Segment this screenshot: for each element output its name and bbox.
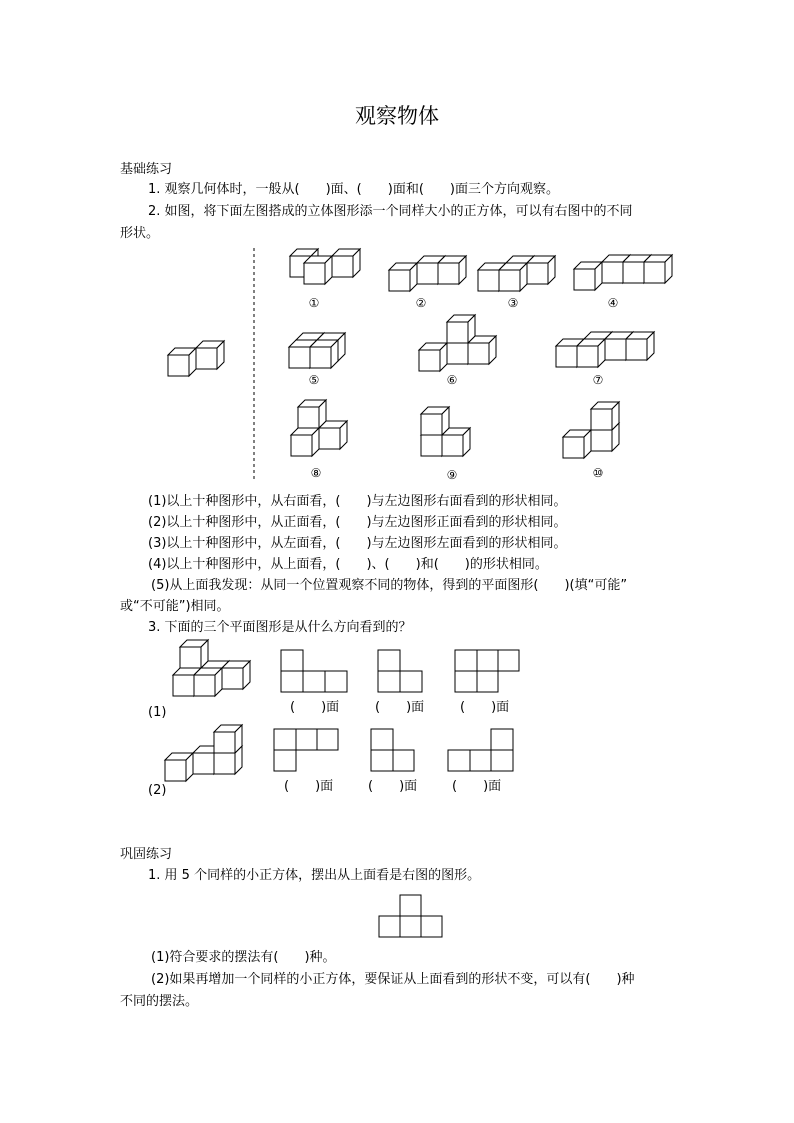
cube-front-face [623, 262, 644, 283]
option-figure-6 [419, 315, 496, 371]
figure-label-9: ⑨ [446, 468, 458, 482]
option-figure-1 [290, 249, 360, 284]
q3-row2-blank-1: ( )面 [284, 779, 334, 794]
q3-row1-view-a [281, 650, 347, 692]
section-heading-consolidate: 巩固练习 [120, 847, 173, 862]
q3-solid-figure-2 [165, 725, 242, 781]
question-2-sub3: (3)以上十种图形中，从左面看，( )与左边图形左面看到的形状相同。 [148, 536, 567, 551]
figure-label-2: ② [415, 296, 427, 310]
figure-label-5: ⑤ [308, 373, 320, 387]
cube-front-face [173, 675, 194, 696]
cube-front-face [644, 262, 665, 283]
cube-front-face [194, 675, 215, 696]
q3-row1-blank-1: ( )面 [290, 700, 340, 715]
cube-front-face [591, 430, 612, 451]
cube-front-face [417, 263, 438, 284]
figure-label-4: ④ [607, 296, 619, 310]
cube-front-face [478, 270, 499, 291]
q3-row2-view-b [371, 729, 414, 771]
question-2-sub5-line2: 或“不可能”)相同。 [120, 599, 230, 614]
question-2-line1: 2. 如图，将下面左图搭成的立体图形添一个同样大小的正方体，可以有右图中的不同 [148, 204, 633, 219]
question-2-sub5-line1: (5)从上面我发现：从同一个位置观察不同的物体，得到的平面图形( )(填“可能” [151, 578, 628, 593]
question-2-sub4: (4)以上十种图形中，从上面看，( )、( )和( )的形状相同。 [148, 557, 548, 572]
option-figure-10 [563, 402, 619, 458]
section-heading-basic: 基础练习 [120, 162, 173, 177]
cube-front-face [438, 263, 459, 284]
cube-front-face [574, 269, 595, 290]
q3-row2-label: (2) [148, 783, 167, 798]
cube-front-face [180, 647, 201, 668]
question-3: 3. 下面的三个平面图形是从什么方向看到的？ [148, 620, 412, 635]
cube-front-face [193, 753, 214, 774]
cube-front-face [298, 407, 319, 428]
cube-front-face [556, 346, 577, 367]
consolidate-sub1: (1)符合要求的摆法有( )种。 [151, 950, 336, 965]
question-2-line2: 形状。 [120, 226, 160, 241]
base-cube-figure [168, 341, 224, 376]
option-figure-9 [421, 407, 470, 456]
page-title: 观察物体 [355, 104, 439, 128]
question-1: 1. 观察几何体时，一般从( )面、( )面和( )面三个方向观察。 [148, 182, 559, 197]
q3-row1-blank-2: ( )面 [375, 700, 425, 715]
cube-front-face [419, 350, 440, 371]
consolidate-question-1: 1. 用 5 个同样的小正方体，摆出从上面看是右图的图形。 [148, 868, 481, 883]
consolidate-sub2-line1: (2)如果再增加一个同样的小正方体，要保证从上面看到的形状不变，可以有( )种 [151, 972, 635, 987]
cube-front-face [626, 339, 647, 360]
figure-label-7: ⑦ [592, 373, 604, 387]
cube-front-face [289, 347, 310, 368]
figure-label-6: ⑥ [446, 373, 458, 387]
figure-label-8: ⑧ [310, 466, 322, 480]
consolidate-top-view-figure [379, 895, 442, 937]
question-2-sub1: (1)以上十种图形中，从右面看，( )与左边图形右面看到的形状相同。 [148, 494, 567, 509]
q3-row2-view-c [448, 729, 513, 771]
cube-front-face [214, 732, 235, 753]
cube-front-face [499, 270, 520, 291]
cube-front-face [442, 435, 463, 456]
cube-front-face [165, 760, 186, 781]
q3-row1-view-c [455, 650, 519, 692]
cube-front-face [527, 263, 548, 284]
q3-solid-figure-1 [173, 640, 250, 696]
figure-label-3: ③ [507, 296, 519, 310]
option-figure-2 [389, 256, 466, 291]
cube-front-face [319, 428, 340, 449]
q3-row1-blank-3: ( )面 [460, 700, 510, 715]
consolidate-sub2-line2: 不同的摆法。 [120, 994, 199, 1009]
cube-front-face [468, 343, 489, 364]
option-figure-5 [289, 333, 345, 368]
q3-row2-view-a [274, 729, 338, 771]
cube-front-face [196, 348, 217, 369]
cube-front-face [168, 355, 189, 376]
figure-label-1: ① [308, 296, 320, 310]
q3-row2-blank-2: ( )面 [368, 779, 418, 794]
option-figure-8 [291, 400, 347, 456]
cube-front-face [577, 346, 598, 367]
question-2-sub2: (2)以上十种图形中，从正面看，( )与左边图形正面看到的形状相同。 [148, 515, 567, 530]
cube-front-face [447, 322, 468, 343]
figure-label-10: ⑩ [592, 466, 604, 480]
cube-front-face [421, 435, 442, 456]
cube-front-face [563, 437, 584, 458]
cube-front-face [310, 347, 331, 368]
cube-front-face [332, 256, 353, 277]
cube-front-face [602, 262, 623, 283]
q3-row1-view-b [378, 650, 422, 692]
cube-front-face [389, 270, 410, 291]
cube-front-face [447, 343, 468, 364]
cube-front-face [214, 753, 235, 774]
q3-row2-blank-3: ( )面 [452, 779, 502, 794]
cube-front-face [291, 435, 312, 456]
cube-front-face [304, 263, 325, 284]
cube-front-face [591, 409, 612, 430]
cube-front-face [222, 668, 243, 689]
cube-front-face [605, 339, 626, 360]
option-figure-3 [478, 256, 555, 291]
option-figure-7 [556, 332, 654, 367]
q3-row1-label: (1) [148, 705, 167, 720]
option-figure-4 [574, 255, 672, 290]
cube-front-face [421, 414, 442, 435]
